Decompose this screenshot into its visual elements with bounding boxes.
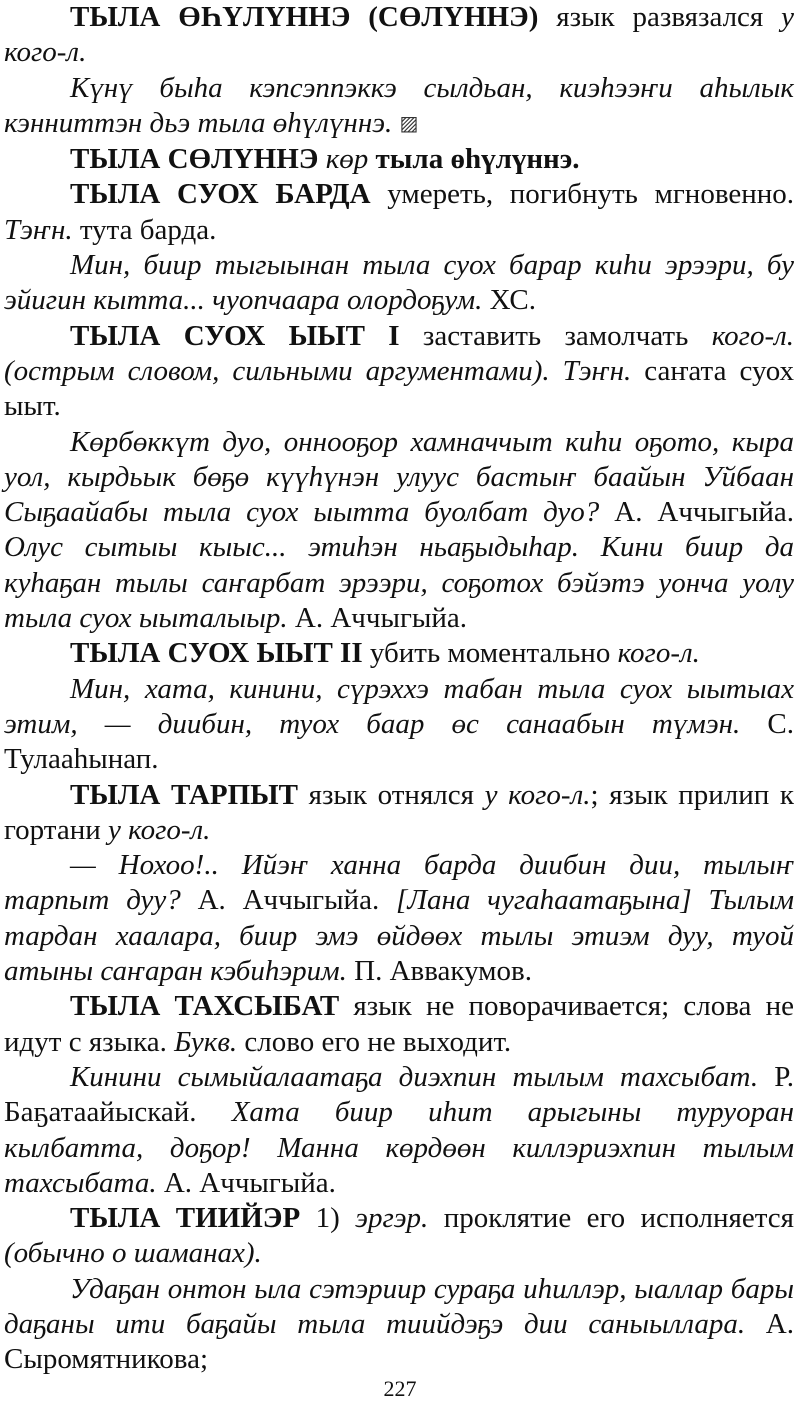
grammar-label: у кого-л.: [484, 778, 591, 811]
dictionary-entry: [4, 319, 794, 425]
example-sentence: [4, 71, 794, 143]
hatched-square-icon: ▨: [399, 112, 419, 135]
headword: ТЫЛА ТАХСЫБАТ: [70, 990, 340, 1023]
literal-translation: слово его не выходит.: [244, 1025, 512, 1058]
definition: язык отнялся: [308, 778, 474, 811]
example-sentence: [4, 425, 794, 637]
example-source: ХС.: [489, 284, 537, 317]
usage-note: (острым словом, сильными аргументами).: [4, 354, 550, 387]
cross-reference-label: көр: [325, 143, 369, 176]
grammar-label: кого-л.: [711, 319, 795, 352]
literal-label: Букв.: [174, 1025, 238, 1058]
example-source: Р. Баҕатаайыскай.: [4, 1060, 794, 1129]
dictionary-entry: [4, 989, 794, 1060]
definition: проклятие его исполняется: [443, 1202, 795, 1235]
example-text: Мин, биир тыгыынан тыла суох барар киһи эрээри, бу эйигин кытта... чуопчаара олордоҕум.: [4, 249, 794, 317]
cross-reference-target: тыла өһүлүннэ.: [375, 143, 580, 176]
headword: ТЫЛА СӨЛҮННЭ: [70, 143, 319, 176]
example-text: Көрбөккүт дуо, онноoҕор хамначчыт киһи оҕото, кыра уол, кырдьык бөҕө күүһүнэн улуус бастыҥ баайын Уйбаан Сыҕаайабы тыла суох ыытта буолбат дуо?: [4, 425, 794, 529]
literal-translation: саҥата суох ыыт.: [4, 354, 795, 423]
definition: убить моментально: [369, 637, 611, 670]
headword: ТЫЛА СУОХ БАРДА: [70, 178, 371, 211]
literal-label: Тэҥн.: [4, 213, 73, 246]
dictionary-entry: [4, 142, 794, 177]
example-text: Хата биир иһит арыгыны туруоран кылбатта, доҕор! Манна көрдөөн киллэриэхпин тылым тахсыбата.: [4, 1096, 795, 1199]
grammar-label: у кого-л.: [4, 1, 794, 69]
example-text: Удаҕан онтон ыла сэтэриир сураҕа иһиллэр, ыаллар бары даҕаны ити баҕайы тыла тиийдэҕэ дии саныыллара.: [4, 1272, 794, 1340]
example-source: А. Аччыгыйа.: [197, 884, 380, 917]
usage-note: (обычно о шаманах).: [4, 1237, 262, 1270]
sense-number: 1): [315, 1202, 340, 1235]
example-sentence: [4, 672, 794, 778]
literal-translation: тута барда.: [79, 213, 217, 246]
grammar-label: эргэр.: [355, 1202, 429, 1235]
example-source: А. Аччыгыйа.: [614, 496, 795, 529]
headword: ТЫЛА ТАРПЫТ: [70, 778, 298, 811]
grammar-label: кого-л.: [617, 637, 700, 670]
example-text: Кинини сымыйалаатаҕа диэхпин тылым тахсыбат.: [70, 1060, 759, 1093]
page-number: 227: [383, 1376, 417, 1401]
example-sentence: [4, 1272, 794, 1378]
dictionary-entry: [4, 636, 794, 671]
literal-label: Тэҥн.: [562, 354, 632, 387]
example-text: Күнү быһа кэпсэппэккэ сылдьан, киэһээҥи аһылык кэнниттэн дьэ тыла өһүлүннэ.: [4, 71, 794, 139]
example-sentence: [4, 1060, 794, 1201]
headword: ТЫЛА СУОХ ЫЫТ II: [70, 637, 363, 670]
dictionary-entry: [4, 0, 794, 71]
definition-secondary: ; язык прилип к гортани: [4, 778, 794, 846]
example-text: [Лана чугаһаатаҕына] Тылым тардан хаалара, биир эмэ өйдөөх тылы этиэм дуу, туой атыны саҥаран кэбиһэрим.: [4, 884, 795, 988]
definition: язык не поворачивается; слова не идут с языка.: [4, 990, 795, 1058]
example-text: Мин, хата, кинини, сүрэххэ табан тыла суох ыытыах этим, — диибин, туох баар өс санаабын түмэн.: [4, 672, 794, 740]
headword: ТЫЛА ӨҺҮЛҮННЭ (СӨЛҮННЭ): [70, 1, 539, 33]
definition: заставить замолчать: [422, 319, 689, 352]
example-source: А. Аччыгыйа.: [163, 1166, 336, 1199]
grammar-label: у кого-л.: [107, 813, 211, 846]
example-text: — Нохоо!.. Ийэҥ ханна барда диибин дии, тылыҥ тарпыт дуу?: [4, 849, 794, 917]
example-sentence: [4, 248, 794, 319]
dictionary-entry: [4, 778, 794, 849]
dictionary-entry: [4, 1201, 794, 1272]
example-sentence: [4, 848, 794, 989]
headword: ТЫЛА ТИИЙЭР: [70, 1202, 301, 1235]
example-source: А. Аччыгыйа.: [294, 602, 467, 635]
dictionary-entry: [4, 177, 794, 248]
example-text: Олус сытыы кыыс... этиһэн ньаҕыдыһар. Кини биир да куһаҕан тылы саҥарбат эрээри, соҕотох бэйэтэ уонча уолу тыла суох ыыталыыр.: [4, 531, 794, 635]
example-source: А. Сыромятникова;: [4, 1307, 794, 1376]
example-source: П. Аввакумов.: [354, 955, 532, 988]
definition: умереть, погибнуть мгновенно.: [387, 178, 794, 211]
example-source: С. Тулааһынап.: [4, 707, 795, 776]
definition: язык развязался: [556, 1, 764, 33]
headword: ТЫЛА СУОХ ЫЫТ I: [70, 319, 400, 352]
